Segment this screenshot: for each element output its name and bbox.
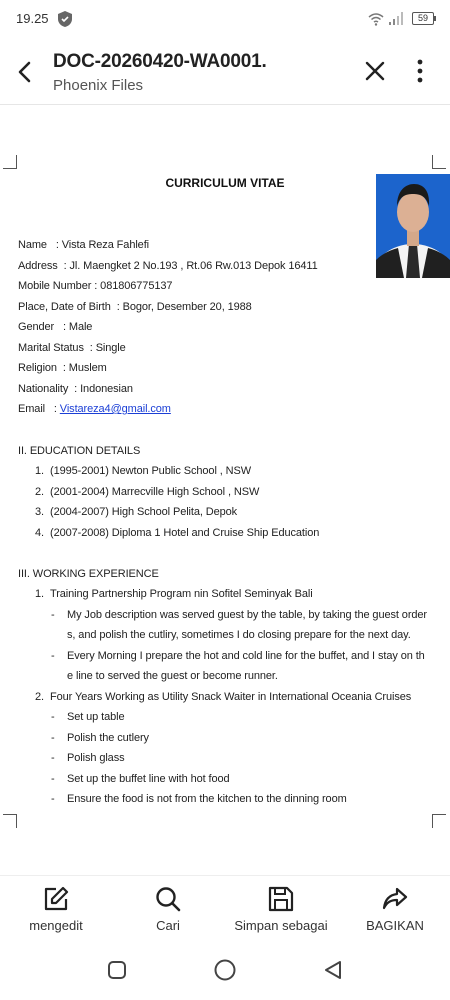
bullet-dash: - [51,793,55,805]
education-item-text: (2007-2008) Diploma 1 Hotel and Cruise Ship Education [50,527,320,539]
signal-icon [388,11,404,26]
back-arrow-icon[interactable] [8,54,44,90]
crop-mark-top-right [432,155,446,169]
status-time: 19.25 [16,11,49,26]
personal-birth: Place, Date of Birth : Bogor, Desember 20, 1988 [18,301,252,313]
system-nav-bar [0,950,450,1000]
education-heading: II. EDUCATION DETAILS [18,445,141,457]
personal-religion: Religion : Muslem [18,362,107,374]
save-as-button[interactable] [230,876,332,951]
work-item-text: Four Years Working as Utility Snack Waiter in International Oceania Cruises [50,691,412,703]
document-page[interactable] [0,105,450,875]
app-subtitle: Phoenix Files [53,77,144,94]
crop-mark-bottom-left [3,814,17,828]
status-bar [0,0,450,38]
bullet-dash: - [51,773,55,785]
education-item-text: (2001-2004) Marrecville High School , NSW [50,486,260,498]
search-label: Cari [156,918,180,933]
work-description-line: s, and polish the cutliry, sometimes I do closing prepare for the next day. [67,629,411,641]
share-button[interactable] [358,876,432,951]
email-link[interactable]: Vistareza4@gmail.com [59,403,171,415]
battery-icon: 59 [412,12,434,25]
duty-item: Ensure the food is not from the kitchen to the dinning room [67,793,347,805]
save-icon [268,886,294,912]
share-label: BAGIKAN [366,918,424,933]
edit-button[interactable] [10,876,102,951]
crop-mark-bottom-right [432,814,446,828]
search-icon [155,886,181,912]
work-item-text: Training Partnership Program nin Sofitel Seminyak Bali [50,588,313,600]
education-item: 4. [35,527,44,539]
bullet-dash: - [51,711,55,723]
personal-mobile: Mobile Number : 081806775137 [18,280,173,292]
bullet-dash: - [51,732,55,744]
wifi-icon [368,12,384,26]
document-title: DOC-20260420-WA0001. [53,51,267,72]
duty-item: Polish glass [67,752,125,764]
education-item: 1. [35,465,44,477]
work-item: 1. [35,588,44,600]
app-bar [0,38,450,104]
personal-address: Address : Jl. Maengket 2 No.193 , Rt.06 Rw.013 Depok 16411 [18,260,318,272]
share-icon [382,886,408,912]
close-icon[interactable] [360,56,390,86]
recents-icon[interactable] [106,959,128,981]
back-triangle-icon[interactable] [322,959,344,981]
work-heading: III. WORKING EXPERIENCE [18,568,159,580]
personal-email: Email : Vistareza4@gmail.com [18,403,171,415]
home-icon[interactable] [213,958,237,982]
cv-heading: CURRICULUM VITAE [165,176,285,190]
personal-nationality: Nationality : Indonesian [18,383,133,395]
profile-photo [376,174,450,278]
bullet-dash: - [51,650,55,662]
work-description-line: Every Morning I prepare the hot and cold line for the buffet, and I stay on th [67,650,425,662]
personal-gender: Gender : Male [18,321,93,333]
duty-item: Polish the cutlery [67,732,149,744]
education-item-text: (2004-2007) High School Pelita, Depok [50,506,238,518]
more-vertical-icon[interactable] [408,56,432,86]
bottom-toolbar [0,875,450,950]
duty-item: Set up the buffet line with hot food [67,773,230,785]
personal-marital: Marital Status : Single [18,342,126,354]
work-description-line: e line to served the guest or become runner. [67,670,278,682]
work-item: 2. [35,691,44,703]
search-button[interactable] [128,876,208,951]
education-item-text: (1995-2001) Newton Public School , NSW [50,465,252,477]
shield-icon [57,10,73,28]
save-as-label: Simpan sebagai [234,918,328,933]
education-item: 3. [35,506,44,518]
edit-icon [43,886,69,912]
edit-label: mengedit [29,918,83,933]
education-item: 2. [35,486,44,498]
personal-name: Name : Vista Reza Fahlefi [18,239,149,251]
crop-mark-top-left [3,155,17,169]
bullet-dash: - [51,752,55,764]
work-description-line: My Job description was served guest by the table, by taking the guest order [67,609,427,621]
duty-item: Set up table [67,711,125,723]
bullet-dash: - [51,609,55,621]
